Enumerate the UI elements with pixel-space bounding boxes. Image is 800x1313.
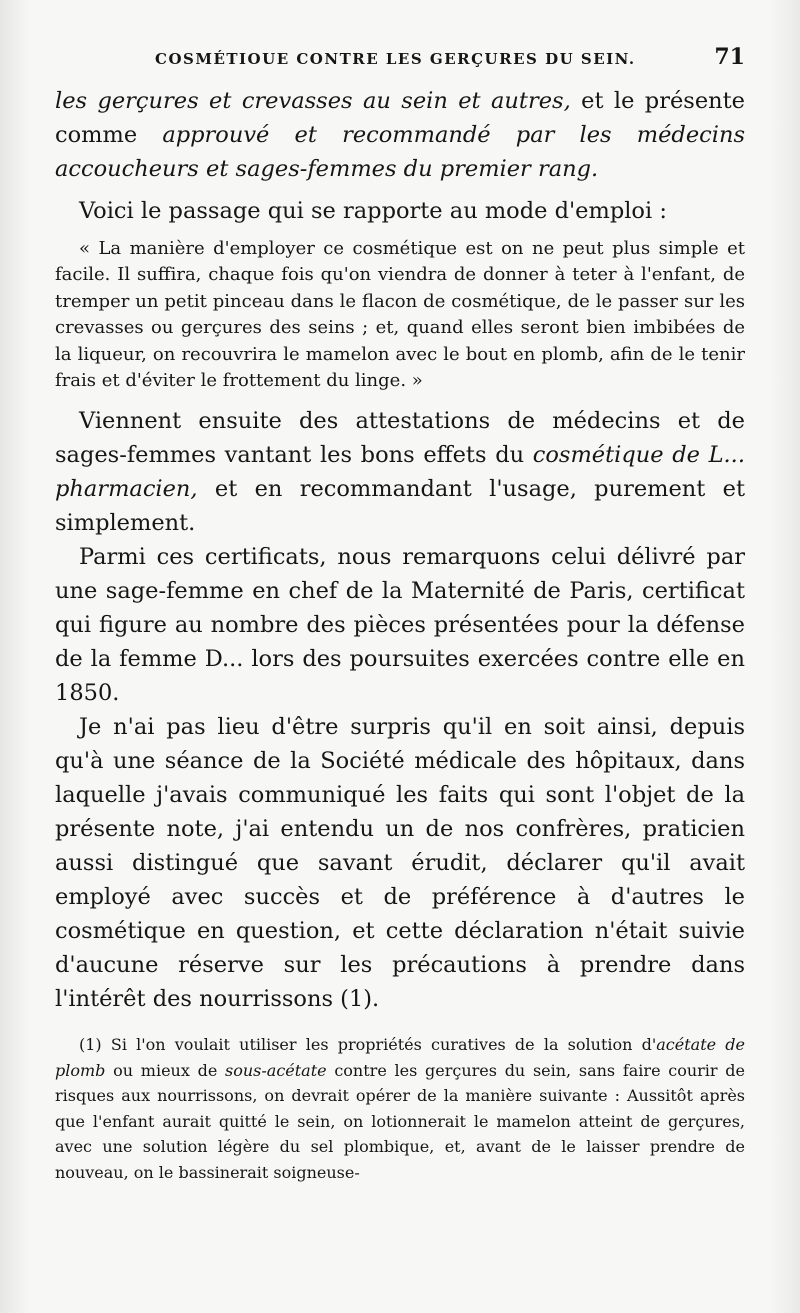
paragraph-continuation [55,84,745,186]
page-number: 71 [714,44,745,70]
text-segment: contre les gerçures du sein, sans faire courir de risques aux nourrissons, on devrait opérer de la manière suivante : Aussitôt après que l'enfant aurait quitté le sein, on lotionnerait le mamelon atteint de gerçures, avec une solution légère du sel plombique, et, avant de le laisser prendre de nouveau, on le bassinerait soigneuse- [55,1060,746,1182]
footnote-marker: (1) [79,1035,102,1055]
text-segment: Viennent ensuite des attestations de médecins et de sages-femmes vantant les bons effets du [55,408,745,469]
italic-text: approuvé et recommandé par les médecins accoucheurs et sages-femmes du premier rang. [55,122,745,182]
paragraph-attestations [55,404,745,540]
paragraph-certificats: Parmi ces certificats, nous remarquons celui délivré par une sage-femme en chef de la Maternité de Paris, certificat qui figure au nombre des pièces présentées pour la défense de la femme D... lors des poursuites exercées contre elle en 1850. [55,544,745,707]
text-segment: et en recommandant l'usage, purement et simplement. [55,476,745,537]
page-body [55,84,745,1185]
text-segment: ou mieux de [105,1060,226,1080]
italic-text: sous-acétate [225,1060,327,1080]
paragraph-surpris: Je n'ai pas lieu d'être surpris qu'il en soit ainsi, depuis qu'à une séance de la Société médicale des hôpitaux, dans laquelle j'avais communiqué les faits qui sont l'objet de la présente note, j'ai entendu un de nos confrères, praticien aussi distingué que savant érudit, déclarer qu'il avait employé avec succès et de préférence à d'autres le cosmétique en question, et cette déclaration n'était suivie d'aucune réserve sur les précautions à prendre dans l'intérêt des nourrissons (1). [55,714,745,1013]
page-header [55,42,745,76]
running-title: COSMÉTIOUE CONTRE LES GERÇURES DU SEIN. [155,50,636,68]
text-segment: et le présente comme [55,88,745,148]
text-segment: Si l'on voulait utiliser les propriétés curatives de la solution d' [101,1035,657,1055]
italic-text: acétate de plomb [55,1035,746,1080]
italic-text: cosmétique de L... pharmacien, [55,442,745,503]
footnote [55,1032,745,1185]
italic-text: les gerçures et crevasses au sein et autres, [55,88,571,114]
paragraph-mode-emploi: Voici le passage qui se rapporte au mode d'emploi : [79,198,667,224]
block-quote: « La manière d'employer ce cosmétique est on ne peut plus simple et facile. Il suffira, chaque fois qu'on viendra de donner à teter à l'enfant, de tremper un petit pinceau dans le flacon de cosmétique, de le passer sur les crevasses ou gerçures des seins ; et, quand elles seront bien imbibées de la liqueur, on recouvrira le mamelon avec le bout en plomb, afin de le tenir frais et d'éviter le frottement du linge. » [55,238,745,392]
